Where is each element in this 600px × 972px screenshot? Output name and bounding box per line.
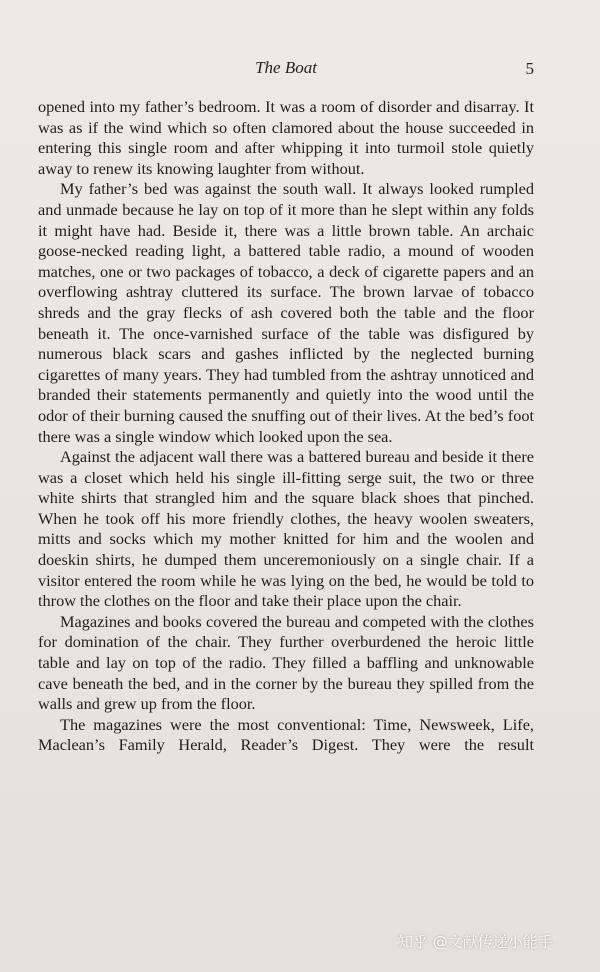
body-text — [38, 97, 534, 756]
paragraph-bureau-closet: Against the adjacent wall there was a battered bureau and beside it there was a closet which held his single ill-fitting serge suit, the two or three white shirts that strangled him and the square black shoes that pinched. When he took off his more friendly clothes, the heavy woolen sweaters, mitts and socks which my mother knitted for him and the woolen and doeskin shirts, he dumped them unceremoniously on a single chair. If a visitor entered the room while he was lying on the bed, he would be told to throw the clothes on the floor and take their place upon the chair. — [38, 447, 534, 611]
page-number: 5 — [525, 59, 534, 78]
running-head — [38, 58, 534, 82]
watermark: 知乎 @文献传递小能手 — [398, 933, 553, 951]
running-title: The Boat — [255, 58, 317, 77]
paragraph-magazine-titles: The magazines were the most conventional: Time, Newsweek, Life, Maclean’s Family Herald, Reader’s Digest. They were the result — [38, 714, 534, 755]
paragraph-magazines-books: Magazines and books covered the bureau and competed with the clothes for domination of the chair. They further overburdened the heroic little table and lay on top of the radio. They filled a baffling and unknowable cave beneath the bed, and in the corner by the bureau they spilled from the walls and grew up from the floor. — [38, 611, 534, 714]
paragraph-fathers-bed: My father’s bed was against the south wall. It always looked rumpled and unmade because he lay on top of it more than he slept within any folds it might have had. Beside it, there was a little brown table. An archaic goose-necked reading light, a battered table radio, a mound of wooden matches, one or two packages of tobacco, a deck of cigarette papers and an overflowing ashtray cluttered its surface. The brown larvae of tobacco shreds and the gray flecks of ash covered both the table and the floor beneath it. The once-varnished surface of the table was disfigured by numerous black scars and gashes inflicted by the neglected burning cigarettes of many years. They had tumbled from the ashtray unnoticed and branded their statements permanently and quietly into the wood until the odor of their burning caused the snuffing out of their lives. At the bed’s foot there was a single window which looked upon the sea. — [38, 179, 534, 446]
paragraph-continued: opened into my father’s bedroom. It was a room of disorder and disarray. It was as if the wind which so often clamored about the house succeeded in entering this single room and after whipping it into turmoil stole quietly away to renew its knowing laughter from without. — [38, 97, 534, 178]
